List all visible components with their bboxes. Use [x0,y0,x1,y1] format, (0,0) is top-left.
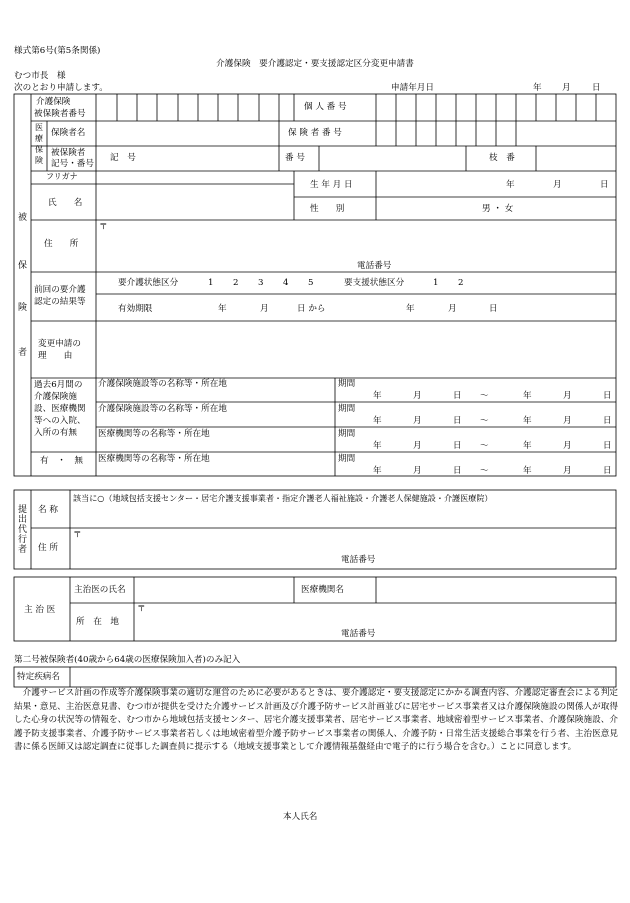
form-number: 様式第6号(第5条関係) [14,46,101,56]
medical-name-label-2: 医療機関等の名称等・所在地 [98,454,210,464]
address-input[interactable] [110,220,616,260]
validity-from-month: 月 [260,304,269,314]
period-2-from-day: 日 [453,416,462,426]
insurer-name-input[interactable] [96,121,279,146]
validity-label: 有効期限 [118,304,153,314]
support-level-1[interactable]: 1 [433,278,439,288]
validity-from-year: 年 [218,304,227,314]
period-3-to-year: 年 [523,441,532,451]
doctor-postal-mark: 〒 [137,604,146,614]
period-1-tilde: 〜 [480,391,489,401]
medical-insurance-label-4: 険 [35,156,43,165]
care-level-4[interactable]: 4 [283,278,289,288]
validity-to-day: 日 [489,304,498,314]
period-4-to-day: 日 [603,466,612,476]
period-3-from-month: 月 [413,441,422,451]
agent-label-1: 提 [18,505,28,515]
application-year: 年 [533,83,542,93]
facility-history-label-1: 過去6月間の [34,380,83,390]
period-4-to-month: 月 [563,466,572,476]
specific-disease-input[interactable] [70,667,616,687]
addressee: むつ市長 様 [14,71,66,81]
previous-result-label-1: 前回の要介護 [34,285,86,295]
care-level-5[interactable]: 5 [308,278,314,288]
insured-symbol-label-2: 記号・番号 [51,159,94,169]
birth-day: 日 [600,180,609,190]
facility-name-label-1: 介護保険施設等の名称等・所在地 [98,379,227,389]
insured-label-3: 険 [18,303,28,313]
period-label-4: 期間 [338,454,356,464]
application-date-label: 申請年月日 [391,83,434,93]
sex-label: 性 別 [310,204,345,214]
doctor-phone-label: 電話番号 [341,629,376,639]
application-day: 日 [592,83,601,93]
personal-number-input[interactable] [376,94,616,121]
second-insured-note: 第二号被保険者(40歳から64歳の医療保険加入者)のみ記入 [14,655,241,665]
agent-label-5: 者 [18,545,28,555]
doctor-name-label: 主治医の氏名 [74,585,126,595]
insurer-number-label: 保 険 者 番 号 [288,128,342,138]
insured-symbol-label-1: 被保険者 [51,148,86,158]
medical-insurance-label-1: 医 [35,123,43,132]
care-level-1[interactable]: 1 [208,278,214,288]
medical-name-label-1: 医療機関等の名称等・所在地 [98,429,210,439]
consent-text: 介護サービス計画の作成等介護保険事業の適切な運営のために必要があるときは、要介護認定・要支援認定にかかる調査内容、介護認定審査会による判定結果・意見、主治医意見書、むつ市が提供を受けた介護サービス計画及び介護予防サービス計画並びに居宅サービス事業者又は介護保険施設の関係人が取得した心身の状況等の情報を、むつ市から地域包括支援センター、居宅介護支援事業者、居宅サービス事業者、地域密着型サービス事業者、介護保険施設、介護予防支援事業者、介護予防サービス事業者若しくは地域密着型介護予防サービス事業者の関係人、介護予防・日常生活支援総合事業を行う者、主治医意見書に係る医師又は認定調査に従事した調査員に提示する（地域支援事業として介護情報基盤経由で電子的に行う場合を含む。）ことに同意します。 [14,688,618,753]
period-3-to-month: 月 [563,441,572,451]
period-3-to-day: 日 [603,441,612,451]
period-4-from-day: 日 [453,466,462,476]
period-2-tilde: 〜 [480,416,489,426]
insured-label-2: 保 [18,261,28,271]
period-2-from-year: 年 [373,416,382,426]
previous-result-label-2: 認定の結果等 [34,297,86,307]
doctor-location-input[interactable] [134,603,616,641]
period-4-tilde: 〜 [480,466,489,476]
form-title: 介護保険 要介護認定・要支援認定区分変更申請書 [216,59,414,69]
period-3-tilde: 〜 [480,441,489,451]
birth-month: 月 [553,180,562,190]
period-3-from-day: 日 [453,441,462,451]
period-1-from-year: 年 [373,391,382,401]
period-2-to-month: 月 [563,416,572,426]
period-label-3: 期間 [338,429,356,439]
medical-insurance-label-3: 保 [35,145,43,154]
agent-address-input[interactable] [70,528,616,569]
institution-label: 医療機関名 [301,585,344,595]
specific-disease-label: 特定疾病名 [17,672,60,682]
insured-label-1: 被 [18,213,28,223]
doctor-name-input[interactable] [134,577,294,603]
doctor-section-label: 主 治 医 [24,605,56,615]
period-label-2: 期間 [338,404,356,414]
birth-year: 年 [506,180,515,190]
branch-label: 枝 番 [489,153,515,163]
personal-number-label: 個 人 番 号 [304,102,347,112]
insured-number-label-1: 介護保険 [36,97,71,107]
insured-label-4: 者 [18,348,28,358]
period-2-to-year: 年 [523,416,532,426]
agent-label-4: 行 [18,535,28,545]
agent-phone-label: 電話番号 [341,555,376,565]
change-reason-input[interactable] [96,321,616,378]
doctor-location-label: 所 在 地 [76,617,119,627]
request-statement: 次のとおり申請します。 [14,83,108,93]
number-label: 番 号 [285,153,305,163]
facility-name-label-2: 介護保険施設等の名称等・所在地 [98,404,227,414]
validity-to-year: 年 [406,304,415,314]
support-level-label: 要支援状態区分 [344,278,405,288]
yes-no-options[interactable]: 有 ・ 無 [40,456,83,466]
period-1-from-day: 日 [453,391,462,401]
care-level-2[interactable]: 2 [233,278,239,288]
facility-history-label-3: 設、医療機関 [34,404,86,414]
validity-from-day: 日 から [297,304,326,314]
symbol-label: 記 号 [110,153,136,163]
signature-input[interactable] [330,806,530,826]
address-label: 住 所 [44,239,79,249]
period-1-to-year: 年 [523,391,532,401]
agent-label-3: 代 [18,525,28,535]
agent-type-options[interactable]: 該当に○（地域包括支援センター・居宅介護支援事業者・指定介護老人福祉施設・介護老人保健施設・介護医療院） [73,493,493,503]
institution-input[interactable] [376,577,616,603]
birth-date-label: 生 年 月 日 [310,180,353,190]
agent-label-2: 出 [18,515,28,525]
care-level-label: 要介護状態区分 [118,278,179,288]
sex-options[interactable]: 男 ・ 女 [482,204,514,214]
period-1-to-month: 月 [563,391,572,401]
name-label: 氏 名 [48,198,83,208]
period-4-from-month: 月 [413,466,422,476]
care-level-3[interactable]: 3 [258,278,264,288]
facility-history-label-5: 入所の有無 [34,428,77,438]
agent-address-label: 住 所 [38,543,58,553]
furigana-label: フリガナ [46,172,78,181]
furigana-input[interactable] [96,171,294,184]
facility-history-label-4: 等への入院、 [34,416,86,426]
change-reason-label-1: 変更申請の [38,339,81,349]
period-4-from-year: 年 [373,466,382,476]
facility-history-label-2: 介護保険施 [34,392,77,402]
support-level-2[interactable]: 2 [458,278,464,288]
insurer-name-label: 保険者名 [51,128,86,138]
agent-name-label: 名 称 [38,505,58,515]
postal-mark: 〒 [99,222,108,232]
agent-postal-mark: 〒 [73,530,82,540]
phone-label: 電話番号 [357,261,392,271]
validity-to-month: 月 [448,304,457,314]
period-2-from-month: 月 [413,416,422,426]
signature-label: 本人氏名 [283,812,318,822]
insured-number-label-2: 被保険者番号 [34,109,86,119]
insured-number-input[interactable] [96,94,294,121]
period-1-from-month: 月 [413,391,422,401]
name-input[interactable] [96,184,294,220]
change-reason-label-2: 理 由 [38,351,73,361]
period-3-from-year: 年 [373,441,382,451]
application-month: 月 [562,83,571,93]
medical-insurance-label-2: 療 [35,134,43,143]
period-1-to-day: 日 [603,391,612,401]
period-4-to-year: 年 [523,466,532,476]
period-label-1: 期間 [338,379,356,389]
period-2-to-day: 日 [603,416,612,426]
